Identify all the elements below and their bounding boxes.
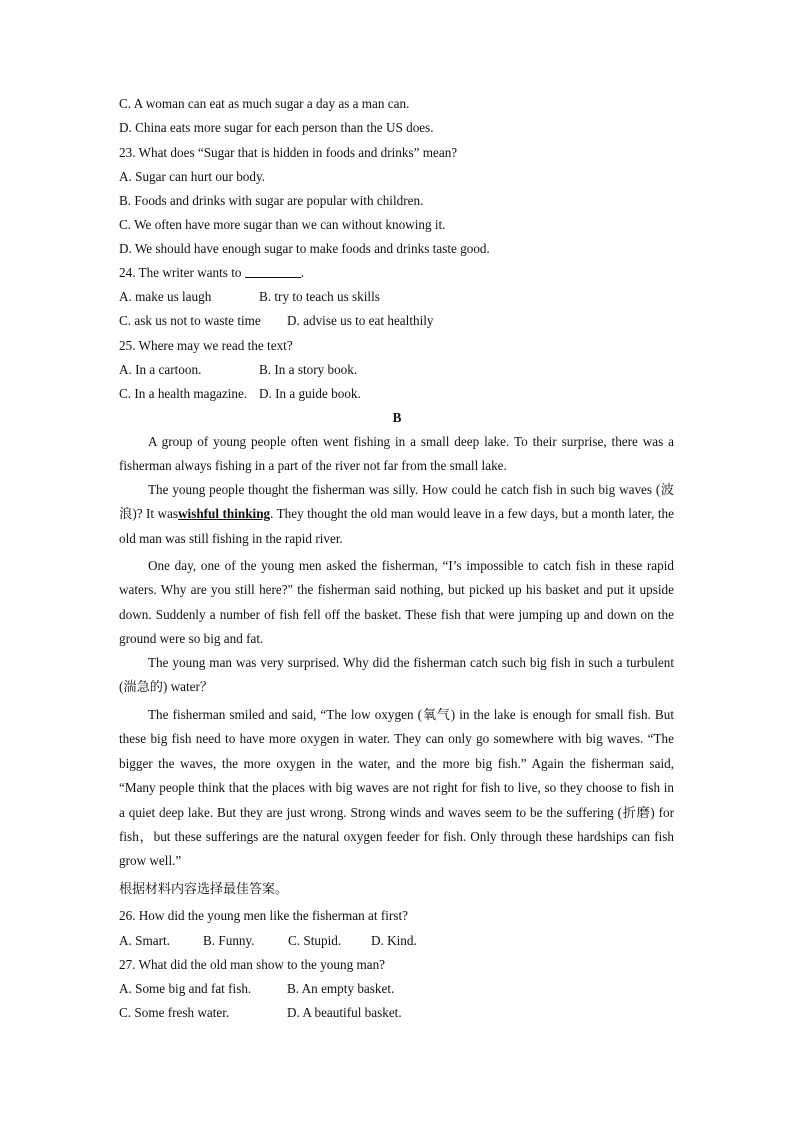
section-heading: B	[392, 410, 402, 425]
passage-paragraph-3: One day, one of the young men asked the fisherman, “I’s impossible to catch fish in these rapid waters. Why are you still here?" the fisherman said nothing, but picked up his basket and put it upside down. Suddenly a number of fish fell off the basket. These fish that were jumping up and down on the ground were so big and fat.	[119, 558, 674, 647]
q23-option-b: B. Foods and drinks with sugar are popular with children.	[119, 193, 424, 208]
q22-option-d: D. China eats more sugar for each person than the US does.	[119, 120, 434, 135]
passage-paragraph-1: A group of young people often went fishing in a small deep lake. To their surprise, there was a fisherman always fishing in a part of the river not far from the small lake.	[119, 434, 674, 474]
passage-paragraph-5: The fisherman smiled and said, “The low oxygen (氧气) in the lake is enough for small fish. But these big fish need to have more oxygen in water. They can only go somewhere with big waves. “The bigger the waves, the more oxygen in the water, and the more big fish.” Again the fisherman said, “Many people think that the places with big waves are not right for fish to live, so they choose to fish in a quiet deep lake. But they are just wrong. Strong winds and waves seem to be the suffering (折磨) for fish，but these sufferings are the natural oxygen feeder for fish. Only through these hardships can fish grow well.”	[119, 707, 674, 869]
q27-question: 27. What did the old man show to the young man?	[119, 957, 386, 972]
q24-question-line	[119, 265, 304, 281]
q24-option-c: C. ask us not to waste time	[119, 313, 261, 328]
q23-question: 23. What does “Sugar that is hidden in foods and drinks” mean?	[119, 145, 458, 160]
instruction-text: 根据材料内容选择最佳答案。	[119, 882, 289, 897]
q23-option-d: D. We should have enough sugar to make foods and drinks taste good.	[119, 241, 490, 256]
passage-paragraph-2	[119, 478, 674, 551]
q27-option-b: B. An empty basket.	[287, 981, 395, 996]
q25-option-c: C. In a health magazine.	[119, 386, 248, 401]
q24-option-a: A. make us laugh	[119, 289, 212, 304]
q26-option-b: B. Funny.	[203, 933, 255, 948]
highlighted-phrase: wishful thinking	[178, 506, 271, 522]
q23-option-a: A. Sugar can hurt our body.	[119, 169, 266, 184]
q26-option-a: A. Smart.	[119, 933, 170, 948]
passage-paragraph-4: The young man was very surprised. Why did the fisherman catch such big fish in such a turbulent (湍急的) water？	[119, 655, 674, 695]
q26-option-c: C. Stupid.	[288, 933, 342, 948]
q24-option-b: B. try to teach us skills	[259, 289, 380, 304]
q25-option-b: B. In a story book.	[259, 362, 358, 377]
q25-question: 25. Where may we read the text?	[119, 338, 293, 353]
answer-blank	[245, 265, 301, 278]
q24-option-d: D. advise us to eat healthily	[287, 313, 434, 328]
q27-option-a: A. Some big and fat fish.	[119, 981, 252, 996]
paragraph-2-text-end: . They thought the old man would leave in a few days, but a month later, the old man was still fishing in the rapid river.	[119, 506, 674, 546]
q25-option-a: A. In a cartoon.	[119, 362, 202, 377]
q26-question: 26. How did the young men like the fisherman at first?	[119, 908, 408, 923]
q26-option-d: D. Kind.	[371, 933, 417, 948]
q25-option-d: D. In a guide book.	[259, 386, 361, 401]
paragraph-2-text-start: The young people thought the fisherman was silly. How could he catch fish in such big waves (波浪)? It was	[119, 482, 674, 522]
q27-option-d: D. A beautiful basket.	[287, 1005, 402, 1020]
q27-option-c: C. Some fresh water.	[119, 1005, 230, 1020]
q24-question: 24. The writer wants to	[119, 265, 242, 280]
q24-question-end: .	[300, 265, 305, 280]
q22-option-c: C. A woman can eat as much sugar a day as a man can.	[119, 96, 410, 111]
q23-option-c: C. We often have more sugar than we can without knowing it.	[119, 217, 446, 232]
